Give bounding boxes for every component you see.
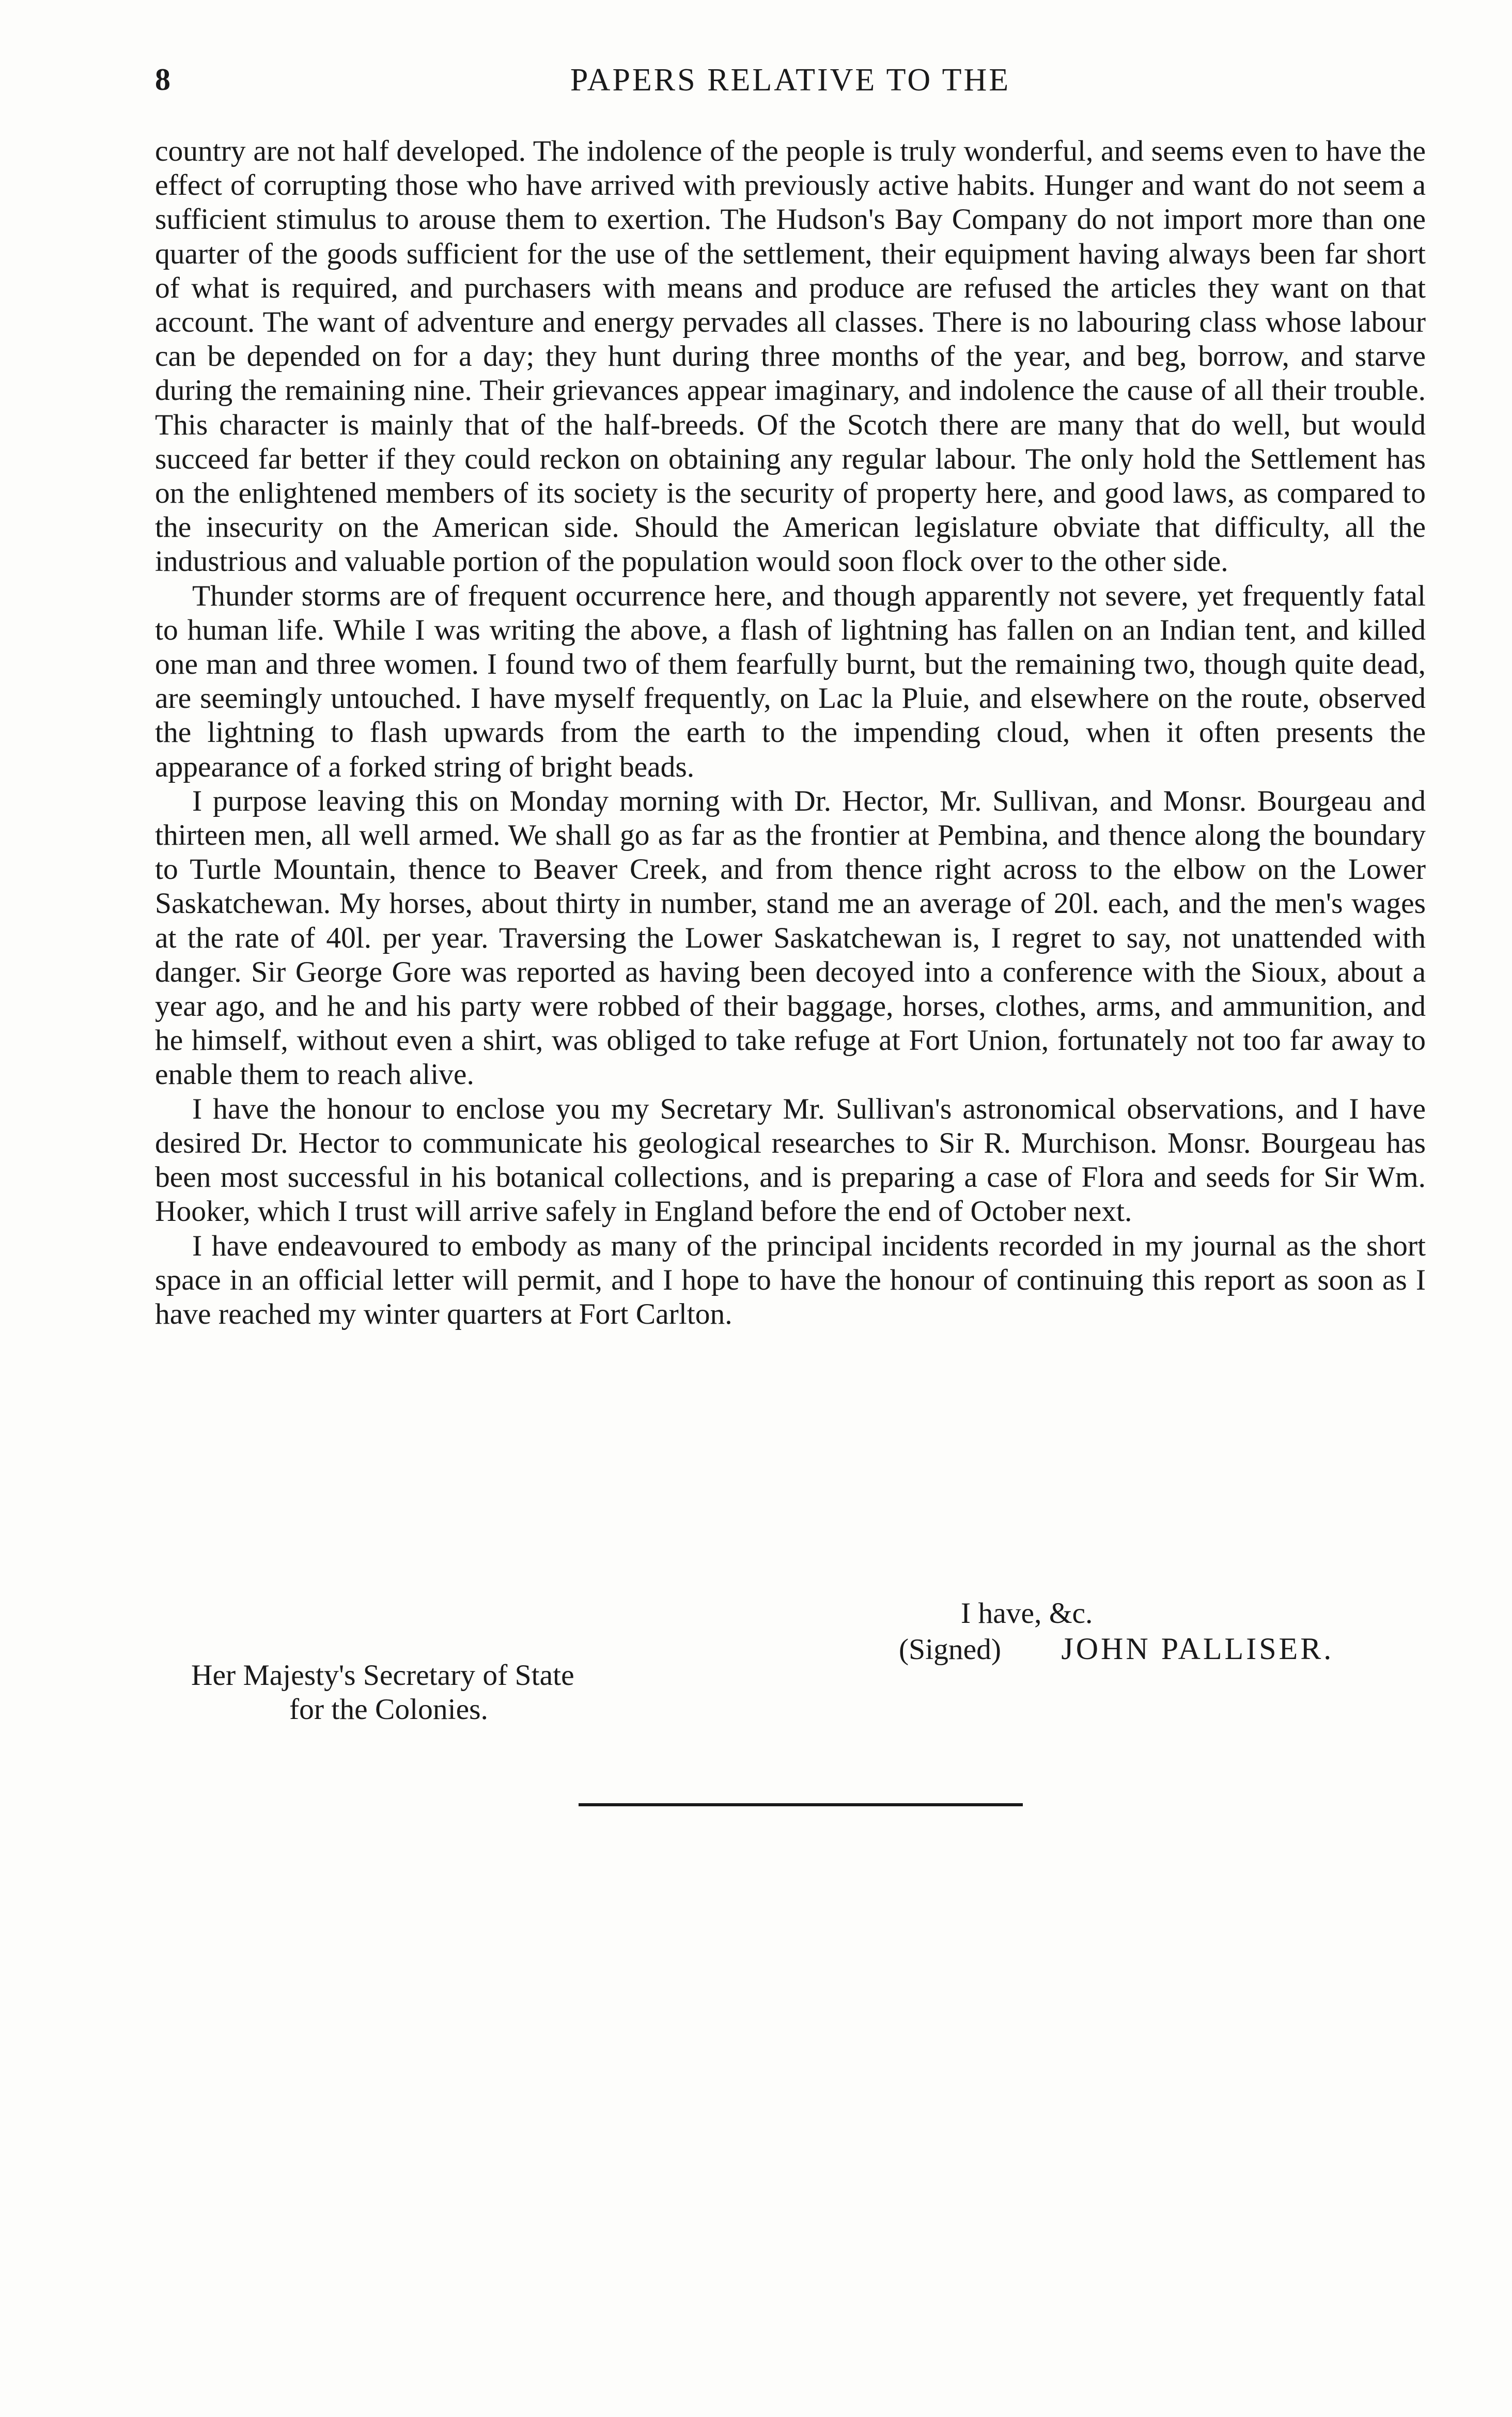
closing-salutation: I have, &c.	[961, 1597, 1093, 1630]
paragraph-thunder-storms: Thunder storms are of frequent occurrence here, and though apparently not severe, yet frequently fatal to human life. While I was writing the above, a flash of lightning has fallen on an Indian tent, and killed one man and three women. I found two of them fearfully burnt, but the remaining two, though quite dead, are seemingly untouched. I have myself frequently, on Lac la Pluie, and elsewhere on the route, observed the lightning to flash upwards from the earth to the impending cloud, when it often presents the appearance of a forked string of bright beads.	[155, 579, 1426, 783]
paragraph-enclosures: I have the honour to enclose you my Secretary Mr. Sullivan's astronomical observations, and I have desired Dr. Hector to communicate his geological researches to Sir R. Murchison. Monsr. Bourgeau has been most successful in his botanical collections, and is preparing a case of Flora and seeds for Sir Wm. Hooker, which I trust will arrive safely in England before the end of October next.	[155, 1092, 1426, 1228]
paragraph-conclusion: I have endeavoured to embody as many of the principal incidents recorded in my journal as the short space in an official letter will permit, and I hope to have the honour of continuing this report as soon as I have reached my winter quarters at Fort Carlton.	[155, 1229, 1426, 1330]
running-head	[155, 62, 1426, 109]
signed-label: (Signed)	[899, 1633, 1002, 1666]
paragraph-departure-plan: I purpose leaving this on Monday morning with Dr. Hector, Mr. Sullivan, and Monsr. Bourgeau and thirteen men, all well armed. We shall go as far as the frontier at Pembina, and thence along the boundary to Turtle Mountain, thence to Beaver Creek, and from thence right across to the elbow on the Lower Saskatchewan. My horses, about thirty in number, stand me an average of 20l. each, and the men's wages at the rate of 40l. per year. Traversing the Lower Saskatchewan is, I regret to say, not unattended with danger. Sir George Gore was reported as having been decoyed into a conference with the Sioux, about a year ago, and he and his party were robbed of their baggage, horses, clothes, arms, and ammunition, and he himself, without even a shirt, was obliged to take refuge at Fort Union, fortunately not too far away to enable them to reach alive.	[155, 784, 1426, 1091]
page-number: 8	[155, 63, 170, 97]
signature-line	[899, 1632, 1426, 1667]
addressee-line-2: for the Colonies.	[289, 1693, 488, 1726]
addressee-line-1: Her Majesty's Secretary of State	[191, 1659, 574, 1692]
paragraph-continuation: country are not half developed. The indolence of the people is truly wonderful, and seems even to have the effect of corrupting those who have arrived with previously active habits. Hunger and want do not seem a sufficient stimulus to arouse them to exertion. The Hudson's Bay Company do not import more than one quarter of the goods sufficient for the use of the settlement, their equipment having always been far short of what is required, and purchasers with means and produce are refused the articles they want on that account. The want of adventure and energy pervades all classes. There is no labouring class whose labour can be depended on for a day; they hunt during three months of the year, and beg, borrow, and starve during the remaining nine. Their grievances appear imaginary, and indolence the cause of all their trouble. This character is mainly that of the half-breeds. Of the Scotch there are many that do well, but would succeed far better if they could reckon on obtaining any regular labour. The only hold the Settlement has on the enlightened members of its society is the security of property here, and good laws, as compared to the insecurity on the American side. Should the American legislature obviate that difficulty, all the industrious and valuable portion of the population would soon flock over to the other side.	[155, 135, 1426, 578]
signer-name: JOHN PALLISER.	[1061, 1632, 1334, 1666]
addressee-block	[191, 1659, 759, 1727]
section-divider-rule	[579, 1803, 1023, 1806]
letter-body	[155, 134, 1426, 1331]
running-head-title: PAPERS RELATIVE TO THE	[570, 63, 1011, 98]
